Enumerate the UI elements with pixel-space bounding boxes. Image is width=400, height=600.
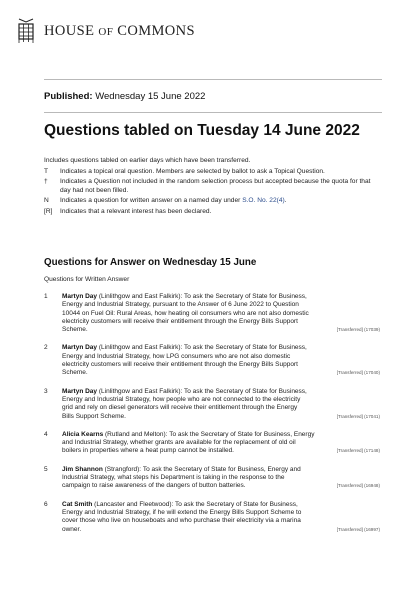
- question-last-line: [62, 413, 380, 421]
- question-line: [62, 361, 380, 369]
- constituency: (Strangford):: [104, 465, 142, 473]
- question-last-line: [62, 447, 380, 455]
- question-reference: [Transferred] (17148): [336, 448, 380, 454]
- question-line: [62, 301, 380, 309]
- legend: [44, 168, 374, 218]
- question-body: [62, 293, 380, 334]
- question-line: [62, 517, 380, 525]
- legend-row: [44, 208, 374, 216]
- question-body: [62, 344, 380, 377]
- question-number: 1: [44, 293, 48, 300]
- section-title: Questions for Answer on Wednesday 15 June: [44, 257, 257, 268]
- question-text-end: campaign to raise awareness of the dangers of button batteries.: [62, 482, 246, 490]
- question-line: [62, 404, 380, 412]
- question-reference: [Transferred] (16948): [336, 483, 380, 489]
- question-line: [62, 396, 380, 404]
- question-item: [44, 293, 380, 334]
- divider-mid: [44, 112, 382, 113]
- legend-symbol: †: [44, 178, 48, 186]
- question-line: [62, 293, 380, 301]
- legend-description: Indicates a topical oral question. Members are selected by ballot to ask a Topical Question.: [60, 168, 325, 175]
- question-number: 4: [44, 430, 48, 438]
- question-line: [62, 344, 380, 352]
- questions-list: [44, 293, 380, 534]
- legend-symbol: [R]: [44, 207, 53, 215]
- question-number: 3: [44, 387, 48, 395]
- question-body: [62, 431, 380, 456]
- legend-symbol: T: [44, 168, 49, 175]
- legend-description: Indicates a Question not included in the random selection process but accepted because the quota for that day had not been filled.: [60, 178, 371, 194]
- house-title-part1: HOUSE: [44, 22, 95, 39]
- question-text-end: boilers in properties where a heat pump cannot be installed.: [62, 447, 234, 455]
- question-last-line: [62, 526, 380, 534]
- published-line: [44, 91, 205, 102]
- question-item: [44, 388, 380, 421]
- question-item: [44, 501, 380, 534]
- constituency: (Linlithgow and East Falkirk):: [98, 387, 183, 395]
- question-body: [62, 466, 380, 491]
- question-reference: [Transferred] (17041): [336, 413, 380, 419]
- question-reference: [Transferred] (17040): [336, 370, 380, 376]
- house-title-part3: COMMONS: [117, 22, 196, 39]
- question-line: [62, 474, 380, 482]
- published-date: Wednesday 15 June 2022: [95, 91, 206, 102]
- question-text: electricity customers will receive their entitlement through the Energy Bills Support: [62, 361, 298, 369]
- question-number: 6: [44, 500, 48, 508]
- question-text-end: Scheme.: [62, 326, 88, 334]
- question-text: To ask the Secretary of State for Business,: [184, 293, 307, 300]
- question-text-end: owner.: [62, 525, 82, 533]
- question-text: Energy and Industrial Strategy, how LPG consumers who are not also domestic: [62, 352, 291, 360]
- question-line: [62, 353, 380, 361]
- question-item: [44, 344, 380, 377]
- question-line: [62, 310, 380, 318]
- question-line: [62, 466, 380, 474]
- question-text: Industrial Strategy, what steps his Department is taking in the response to the: [62, 474, 285, 482]
- section-subtitle: Questions for Written Answer: [44, 276, 130, 283]
- legend-text: [60, 208, 211, 216]
- constituency: (Rutland and Melton):: [105, 430, 168, 438]
- legend-description: Indicates a question for written answer on a named day under: [60, 197, 241, 205]
- legend-description: Indicates that a relevant interest has been declared.: [60, 207, 212, 215]
- constituency: (Lancaster and Fleetwood):: [94, 500, 174, 508]
- question-reference: [Transferred] (16997): [336, 526, 380, 532]
- question-number: 5: [44, 465, 48, 473]
- legend-row: [44, 178, 374, 195]
- question-item: [44, 431, 380, 456]
- house-title-part2: OF: [98, 25, 114, 38]
- question-body: [62, 388, 380, 421]
- question-last-line: [62, 369, 380, 377]
- question-text-end: Scheme.: [62, 369, 88, 377]
- legend-row: [44, 168, 374, 176]
- house-title: [44, 23, 195, 40]
- legend-symbol: N: [44, 197, 49, 205]
- legend-text: [60, 168, 325, 176]
- question-line: [62, 501, 380, 509]
- question-text: electricity customers will receive their entitlement through the Energy Bills Support: [62, 317, 298, 325]
- legend-row: [44, 197, 374, 205]
- question-text-end: Bills Support Scheme.: [62, 412, 126, 420]
- question-line: [62, 388, 380, 396]
- member-name: Martyn Day: [62, 344, 98, 352]
- published-label: Published:: [44, 91, 93, 102]
- question-text: To ask the Secretary of State for Business,: [184, 344, 307, 352]
- question-line: [62, 439, 380, 447]
- question-text: grid and rely on diesel generators will receive their entitlement through the Energy: [62, 404, 298, 412]
- portcullis-icon: [16, 17, 36, 45]
- question-text: To ask the Secretary of State for Business,: [184, 387, 307, 395]
- standing-order-link[interactable]: S.O. No. 22(4): [242, 197, 285, 205]
- question-text: 10044 on Fuel Oil: Rural Areas, how heating oil consumers who are not also domestic: [62, 309, 309, 317]
- member-name: Jim Shannon: [62, 465, 103, 473]
- question-text: and Industrial Strategy, whether grants are available for the replacement of old oil: [62, 439, 296, 447]
- divider-top: [44, 79, 382, 80]
- question-text: Energy and Industrial Strategy, pursuant to the Answer of 6 June 2022 to Question: [62, 301, 299, 309]
- question-text: To ask the Secretary of State for Business,: [175, 500, 298, 508]
- member-name: Martyn Day: [62, 293, 98, 300]
- question-text: cover those who live on houseboats and who purchase their electricity via a marina: [62, 517, 301, 525]
- member-name: Cat Smith: [62, 500, 93, 508]
- legend-after: .: [284, 197, 287, 205]
- question-text: Energy and Industrial Strategy, how people who are not connected to the electricity: [62, 395, 301, 403]
- question-last-line: [62, 326, 380, 334]
- member-name: Alicia Kearns: [62, 430, 104, 438]
- question-text: Energy and Industrial Strategy, if he will extend the Energy Bills Support Scheme to: [62, 508, 302, 516]
- question-reference: [Transferred] (17039): [336, 327, 380, 333]
- question-text: To ask the Secretary of State for Business, Energy and: [142, 465, 301, 473]
- intro-text: Includes questions tabled on earlier days which have been transferred.: [44, 157, 251, 164]
- legend-text: [60, 178, 374, 195]
- question-number: 2: [44, 344, 48, 352]
- question-last-line: [62, 482, 380, 490]
- question-line: [62, 431, 380, 439]
- constituency: (Linlithgow and East Falkirk):: [98, 344, 183, 352]
- page-title: Questions tabled on Tuesday 14 June 2022: [44, 122, 360, 139]
- question-item: [44, 466, 380, 491]
- question-line: [62, 509, 380, 517]
- legend-text: [60, 197, 287, 205]
- page-header: [16, 16, 195, 46]
- question-body: [62, 501, 380, 534]
- constituency: (Linlithgow and East Falkirk):: [98, 293, 183, 300]
- question-line: [62, 318, 380, 326]
- question-text: To ask the Secretary of State for Business, Energy: [169, 430, 315, 438]
- member-name: Martyn Day: [62, 387, 98, 395]
